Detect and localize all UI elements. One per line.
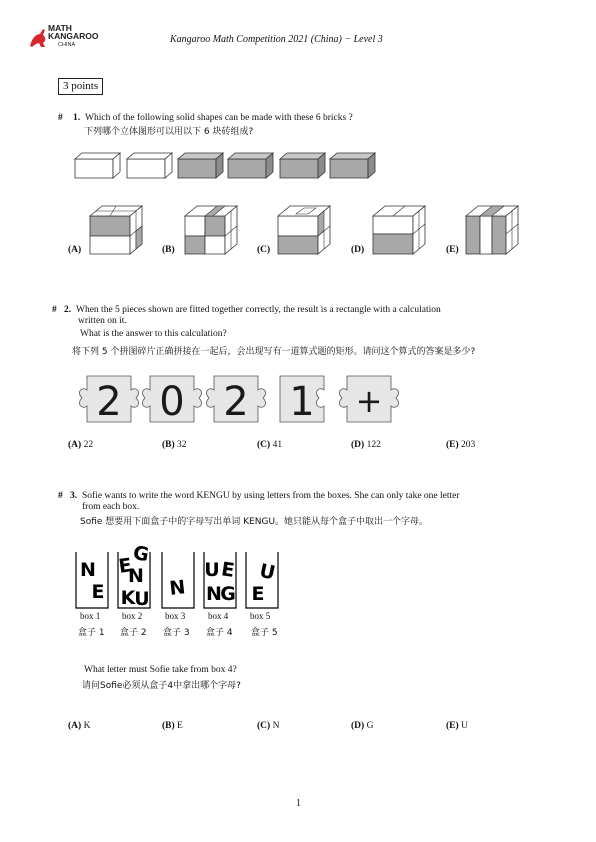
box2-letter-e: E [117,554,134,578]
puzzle-piece-1-label: 2 [96,379,122,425]
q3-option-d[interactable]: (D) G [351,721,374,731]
q1-option-c[interactable]: (C) [257,245,271,255]
box3-letter-n: N [168,576,187,600]
box1-letter-n: N [80,559,96,581]
brick-grey-3 [280,153,325,178]
box2-letter-u: U [134,588,150,610]
shape-c [278,206,330,254]
puzzle-piece-4-label: 1 [289,379,315,425]
letter-box-4 [204,552,236,608]
q3-option-e[interactable]: (E) U [446,721,468,731]
box4-letter-g: G [220,583,236,605]
puzzle-piece-3 [206,376,265,425]
letter-box-3 [162,552,194,608]
kangaroo-logo-icon [28,26,48,48]
shape-b [185,206,237,254]
q1-bricks [70,150,380,182]
box4-label-zh: 盒子 4 [206,628,233,638]
q3-text-en-1: Sofie wants to write the word KENGU by using letters from the boxes. She can only take one letter [82,491,460,501]
q2-puzzle-pieces [72,370,412,430]
q2-text-zh: 将下列 5 个拼图碎片正确拼接在一起后，会出现写有一道算式题的矩形。请问这个算式的答案是多少? [72,347,476,357]
box3-label: box 3 [165,611,186,621]
puzzle-piece-5 [339,376,398,422]
q2-option-b[interactable]: (B) 32 [162,440,187,450]
puzzle-piece-5-label: + [355,382,383,420]
q3-letter-boxes [72,542,292,610]
q2-option-e[interactable]: (E) 203 [446,440,476,450]
q3-option-b[interactable]: (B) E [162,721,183,731]
box1-label-zh: 盒子 1 [78,628,105,638]
points-label: 3 points [58,78,103,95]
q1-option-a[interactable]: (A) [68,245,82,255]
box3-label-zh: 盒子 3 [163,628,190,638]
q1-marker: # [58,113,63,123]
puzzle-piece-1 [79,376,138,425]
q3-option-c[interactable]: (C) N [257,721,280,731]
q1-option-e[interactable]: (E) [446,245,459,255]
q3-text-zh: Sofie 想要用下面盒子中的字母写出单词 KENGU。她只能从每个盒子中取出一个字母。 [80,517,429,527]
box1-letter-e: E [91,581,105,603]
logo-line-math: MATH [48,23,72,33]
q3-marker: # [58,491,63,501]
q3-option-a[interactable]: (A) K [68,721,91,731]
brick-white-1 [75,153,120,178]
box1-label: box 1 [80,611,101,621]
box5-letter-u: U [257,559,278,585]
q2-text-en-2: written on it. [78,316,127,326]
box2-letter-k: K [120,587,136,609]
q2-text-en-1: When the 5 pieces shown are fitted together correctly, the result is a rectangle with a calculation [76,305,441,315]
q1-text-zh: 下列哪个立体图形可以用以下 6 块砖组成? [84,127,254,137]
box4-letter-u: U [204,559,220,581]
letter-box-2 [117,542,150,610]
box2-label-zh: 盒子 2 [120,628,147,638]
page-number: 1 [296,798,301,809]
q2-option-d[interactable]: (D) 122 [351,440,381,450]
q2-text-en-3: What is the answer to this calculation? [80,329,227,339]
q1-option-d[interactable]: (D) [351,245,365,255]
q3-sub-en: What letter must Sofie take from box 4? [84,665,237,675]
brick-white-2 [127,153,172,178]
letter-box-5 [246,552,278,608]
brick-grey-2 [228,153,273,178]
logo-line-china: CHINA [58,42,76,48]
page-header-title: Kangaroo Math Competition 2021 (China) − Level 3 [170,34,383,45]
shape-e [466,206,518,254]
box2-letter-n: N [128,565,144,587]
q3-text-en-2: from each box. [82,502,140,512]
q2-option-a[interactable]: (A) 22 [68,440,94,450]
q2-option-c[interactable]: (C) 41 [257,440,283,450]
box5-label: box 5 [250,611,271,621]
box4-label: box 4 [208,611,229,621]
q3-sub-zh: 请问Sofie必须从盒子4中拿出哪个字母? [82,681,241,691]
box4-letter-n: N [206,583,222,605]
box5-label-zh: 盒子 5 [251,628,278,638]
q1-text-en: Which of the following solid shapes can be made with these 6 bricks ? [85,113,353,123]
q1-shapes [85,200,525,260]
q2-number: 2. [64,305,72,315]
puzzle-piece-2 [142,376,201,425]
logo [28,24,118,50]
box5-letter-e: E [251,583,265,605]
box2-label: box 2 [122,611,143,621]
puzzle-piece-4 [280,376,324,425]
logo-line-kangaroo: KANGAROO [48,31,99,41]
q3-number: 3. [70,491,78,501]
letter-box-1 [76,552,108,608]
puzzle-piece-3-label: 2 [223,379,249,425]
q1-number: 1. [73,113,81,123]
brick-grey-1 [178,153,223,178]
q2-marker: # [52,305,57,315]
box4-letter-e: E [219,558,236,582]
puzzle-piece-2-label: 0 [159,379,185,425]
q1-option-b[interactable]: (B) [162,245,175,255]
shape-d [373,206,425,254]
brick-grey-4 [330,153,375,178]
box2-letter-g: G [131,542,151,567]
shape-a [90,206,142,254]
